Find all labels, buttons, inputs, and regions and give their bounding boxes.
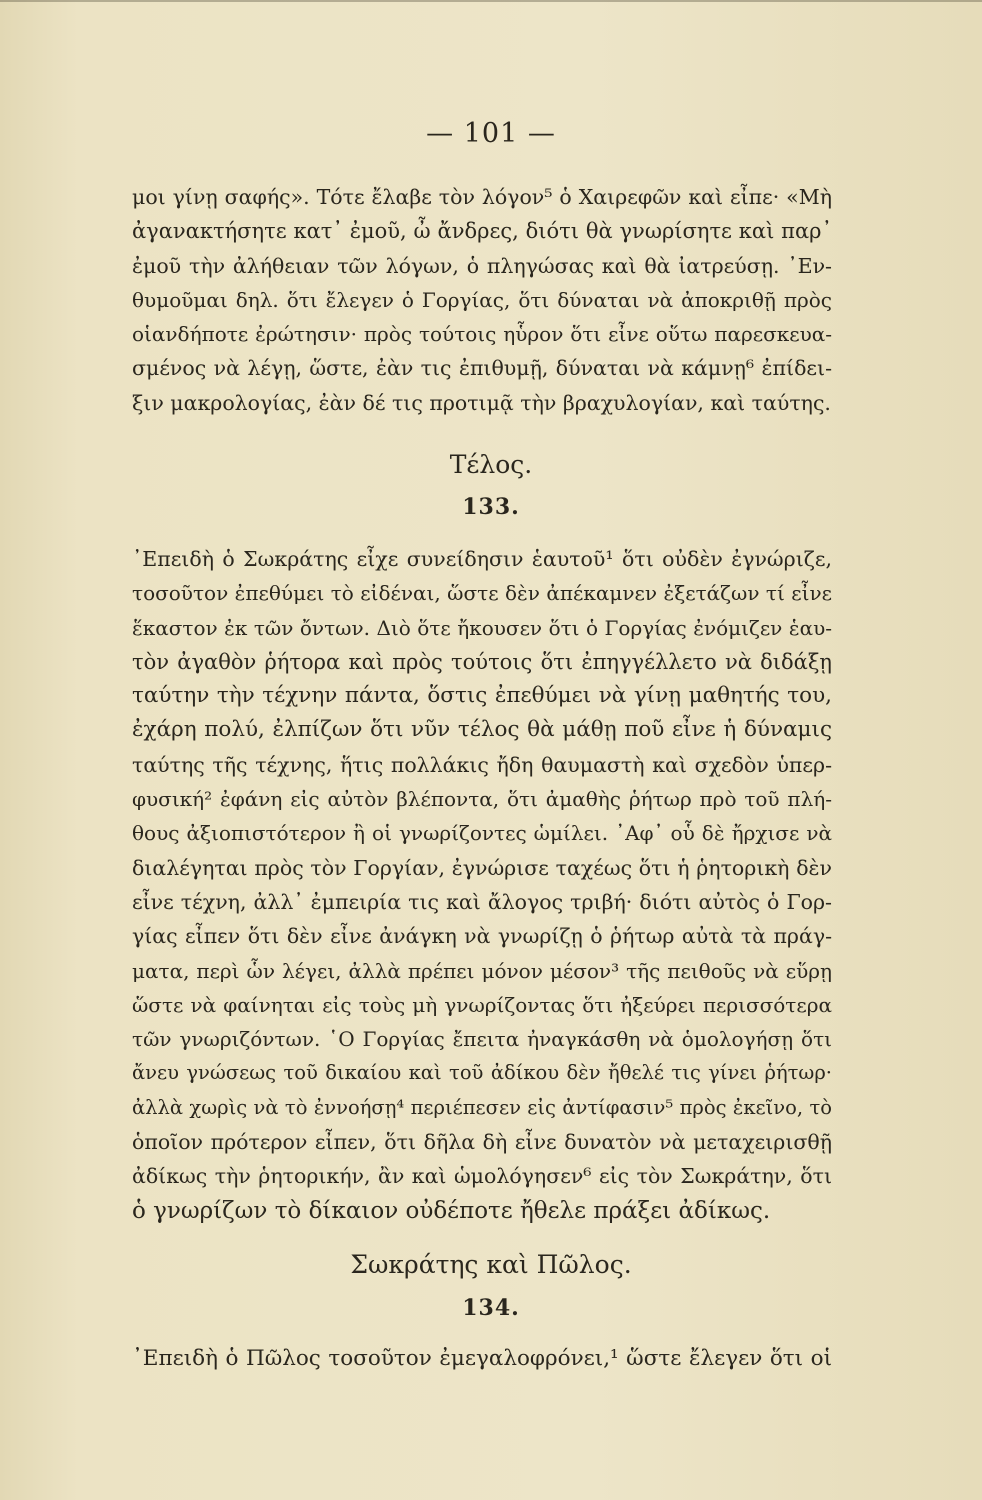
paragraph-3	[132, 1342, 832, 1376]
text-line: οἱανδήποτε ἐρώτησιν· πρὸς τούτοις ηὗρον ὅτι εἶνε οὕτω παρεσκευα-	[132, 322, 832, 347]
text-line: ξιν μακρολογίας, ἐὰν δέ τις προτιμᾷ τὴν βραχυλογίαν, καὶ ταύτης.	[132, 390, 831, 415]
text-line: τὸν ἀγαθὸν ῥήτορα καὶ πρὸς τούτοις ὅτι ἐπηγγέλλετο νὰ διδάξῃ	[132, 649, 832, 674]
text-line: φυσική² ἐφάνη εἰς αὐτὸν βλέποντα, ὅτι ἀμαθὴς ῥήτωρ πρὸ τοῦ πλή-	[132, 787, 832, 812]
text-line: ὁ γνωρίζων τὸ δίκαιον οὐδέποτε ἤθελε πράξει ἀδίκως.	[132, 1197, 771, 1224]
text-line: ἀδίκως τὴν ῥητορικήν, ἂν καὶ ὡμολόγησεν⁶ εἰς τὸν Σωκράτην, ὅτι	[132, 1164, 832, 1189]
text-line: ᾽Επειδὴ ὁ Πῶλος τοσοῦτον ἐμεγαλοφρόνει,¹ ὥστε ἔλεγεν ὅτι οἱ	[132, 1346, 832, 1371]
text-line: ᾽Επειδὴ ὁ Σωκράτης εἶχε συνείδησιν ἑαυτοῦ¹ ὅτι οὐδὲν ἐγνώριζε,	[132, 547, 832, 571]
text-line: τῶν γνωριζόντων. ῾Ο Γοργίας ἔπειτα ἠναγκάσθη νὰ ὁμολογήσῃ ὅτι	[132, 1027, 832, 1052]
paragraph-2	[132, 542, 832, 1228]
text-line: ταύτης τῆς τέχνης, ἥτις πολλάκις ἤδη θαυμαστὴ καὶ σχεδὸν ὑπερ-	[132, 752, 832, 777]
text-line: ἕκαστον ἐκ τῶν ὄντων. Διὸ ὅτε ἤκουσεν ὅτι ὁ Γοργίας ἐνόμιζεν ἑαυ-	[132, 615, 832, 640]
section-number-133: 133.	[462, 494, 520, 520]
text-line: θους ἀξιοπιστότερον ἢ οἱ γνωρίζοντες ὡμίλει. ᾽Αφ᾽ οὗ δὲ ἤρχισε νὰ	[132, 821, 832, 846]
section-number-134: 134.	[462, 1295, 520, 1321]
heading-sokrates-polos: Σωκράτης καὶ Πῶλος.	[350, 1250, 632, 1279]
text-line: ὁποῖον πρότερον εἶπεν, ὅτι δῆλα δὴ εἶνε δυνατὸν νὰ μεταχειρισθῇ	[132, 1130, 832, 1155]
text-line: μοι γίνῃ σαφής». Τότε ἔλαβε τὸν λόγον⁵ ὁ Χαιρεφῶν καὶ εἶπε· «Μὴ	[132, 185, 832, 209]
page-number: — 101 —	[426, 118, 556, 149]
page-edge-mark	[0, 0, 982, 2]
text-line: ὥστε νὰ φαίνηται εἰς τοὺς μὴ γνωρίζοντας ὅτι ἠξεύρει περισσότερα	[132, 992, 832, 1017]
text-line: ἀλλὰ χωρὶς νὰ τὸ ἐννοήσῃ⁴ περιέπεσεν εἰς ἀντίφασιν⁵ πρὸς ἐκεῖνο, τὸ	[132, 1095, 832, 1119]
text-line: ἄνευ γνώσεως τοῦ δικαίου καὶ τοῦ ἀδίκου δὲν ἤθελέ τις γίνει ῥήτωρ·	[132, 1061, 832, 1085]
text-line: τοσοῦτον ἐπεθύμει τὸ εἰδέναι, ὥστε δὲν ἀπέκαμνεν ἐξετάζων τί εἶνε	[132, 581, 832, 606]
text-line: σμένος νὰ λέγῃ, ὥστε, ἐὰν τις ἐπιθυμῇ, δύναται νὰ κάμνῃ⁶ ἐπίδει-	[132, 356, 832, 381]
text-line: θυμοῦμαι δηλ. ὅτι ἔλεγεν ὁ Γοργίας, ὅτι δύναται νὰ ἀποκριθῇ πρὸς	[132, 287, 832, 312]
text-line: ματα, περὶ ὧν λέγει, ἀλλὰ πρέπει μόνον μέσον³ τῆς πειθοῦς νὰ εὕρῃ	[132, 958, 832, 983]
text-line: ἐμοῦ τὴν ἀλήθειαν τῶν λόγων, ὁ πληγώσας καὶ θὰ ἰατρεύσῃ. ᾽Εν-	[132, 253, 832, 278]
heading-telos: Τέλος.	[449, 450, 533, 479]
text-line: γίας εἶπεν ὅτι δὲν εἶνε ἀνάγκη νὰ γνωρίζῃ ὁ ῥήτωρ αὐτὰ τὰ πράγ-	[132, 924, 832, 949]
text-line: ταύτην τὴν τέχνην πάντα, ὅστις ἐπεθύμει νὰ γίνῃ μαθητής του,	[132, 683, 832, 709]
text-line: διαλέγηται πρὸς τὸν Γοργίαν, ἐγνώρισε ταχέως ὅτι ἡ ῥητορικὴ δὲν	[132, 855, 832, 880]
text-line: ἐχάρη πολύ, ἐλπίζων ὅτι νῦν τέλος θὰ μάθῃ ποῦ εἶνε ἡ δύναμις	[132, 717, 832, 743]
text-line: εἶνε τέχνη, ἀλλ᾽ ἐμπειρία τις καὶ ἄλογος τριβή· διότι αὐτὸς ὁ Γορ-	[132, 889, 832, 914]
paragraph-1	[132, 180, 832, 420]
text-line: ἀγανακτήσητε κατ᾽ ἐμοῦ, ὦ ἄνδρες, διότι θὰ γνωρίσητε καὶ παρ᾽	[132, 219, 832, 244]
